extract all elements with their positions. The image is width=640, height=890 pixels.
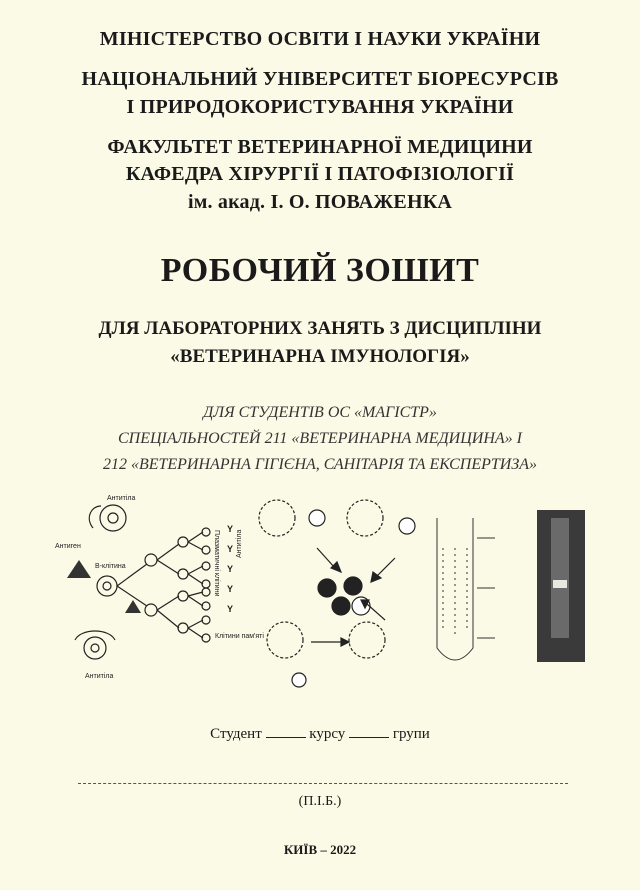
name-caption: (П.І.Б.): [298, 794, 342, 809]
antibodies-side-label: Антитіла: [236, 529, 243, 558]
antigen-label: Антиген: [55, 543, 81, 550]
antibody-y-2: Y: [227, 544, 234, 554]
student-label: Студент: [210, 726, 262, 742]
student-info-line: [0, 726, 640, 743]
subtitle-line1: ДЛЯ ЛАБОРАТОРНИХ ЗАНЯТЬ З ДИСЦИПЛІНИ: [98, 318, 542, 339]
course-blank[interactable]: [266, 737, 306, 738]
named-after-heading: ім. акад. І. О. ПОВАЖЕНКА: [187, 191, 453, 213]
antibodies-top-label: Антитіла: [107, 495, 136, 502]
b-cell-label: В-клітина: [95, 563, 126, 570]
subtitle-line2: «ВЕТЕРИНАРНА ІМУНОЛОГІЯ»: [170, 346, 470, 367]
department-heading: КАФЕДРА ХІРУРГІЇ І ПАТОФІЗІОЛОГІЇ: [125, 163, 515, 185]
antibody-y-1: Y: [227, 524, 234, 534]
course-label: курсу: [309, 726, 346, 742]
city-year: КИЇВ – 2022: [283, 842, 357, 857]
group-blank[interactable]: [349, 737, 389, 738]
binding-scheme-diagram: [259, 500, 415, 687]
antibody-y-5: Y: [227, 604, 234, 614]
group-label: групи: [392, 726, 430, 742]
memory-cells-label: Клітини пам'яті: [215, 633, 264, 640]
audience-line2: СПЕЦІАЛЬНОСТЕЙ 211 «ВЕТЕРИНАРНА МЕДИЦИНА» І: [117, 430, 522, 447]
antibody-y-3: Y: [227, 564, 234, 574]
immunology-illustration: [55, 488, 585, 693]
audience-line3: 212 «ВЕТЕРИНАРНА ГІГІЄНА, САНІТАРІЯ ТА ЕКСПЕРТИЗА»: [102, 456, 538, 473]
b-cell-diagram: [55, 494, 264, 680]
name-signature-line[interactable]: [78, 783, 568, 784]
test-tube-diagram: [437, 518, 495, 660]
university-heading-line2: І ПРИРОДОКОРИСТУВАННЯ УКРАЇНИ: [126, 96, 514, 118]
plasma-cells-label: Плазматичні клітини: [213, 530, 220, 597]
antibodies-bottom-label: Антитіла: [85, 673, 114, 680]
university-heading-line1: НАЦІОНАЛЬНИЙ УНІВЕРСИТЕТ БІОРЕСУРСІВ: [81, 68, 559, 90]
antibody-y-4: Y: [227, 584, 234, 594]
antigen-triangle: [67, 560, 91, 578]
document-title: РОБОЧИЙ ЗОШИТ: [160, 252, 480, 289]
audience-line1: ДЛЯ СТУДЕНТІВ ОС «МАГІСТР»: [203, 404, 437, 421]
precipitation-photo: [537, 510, 585, 662]
faculty-heading: ФАКУЛЬТЕТ ВЕТЕРИНАРНОЇ МЕДИЦИНИ: [107, 136, 533, 158]
ministry-heading: МІНІСТЕРСТВО ОСВІТИ І НАУКИ УКРАЇНИ: [99, 28, 541, 50]
